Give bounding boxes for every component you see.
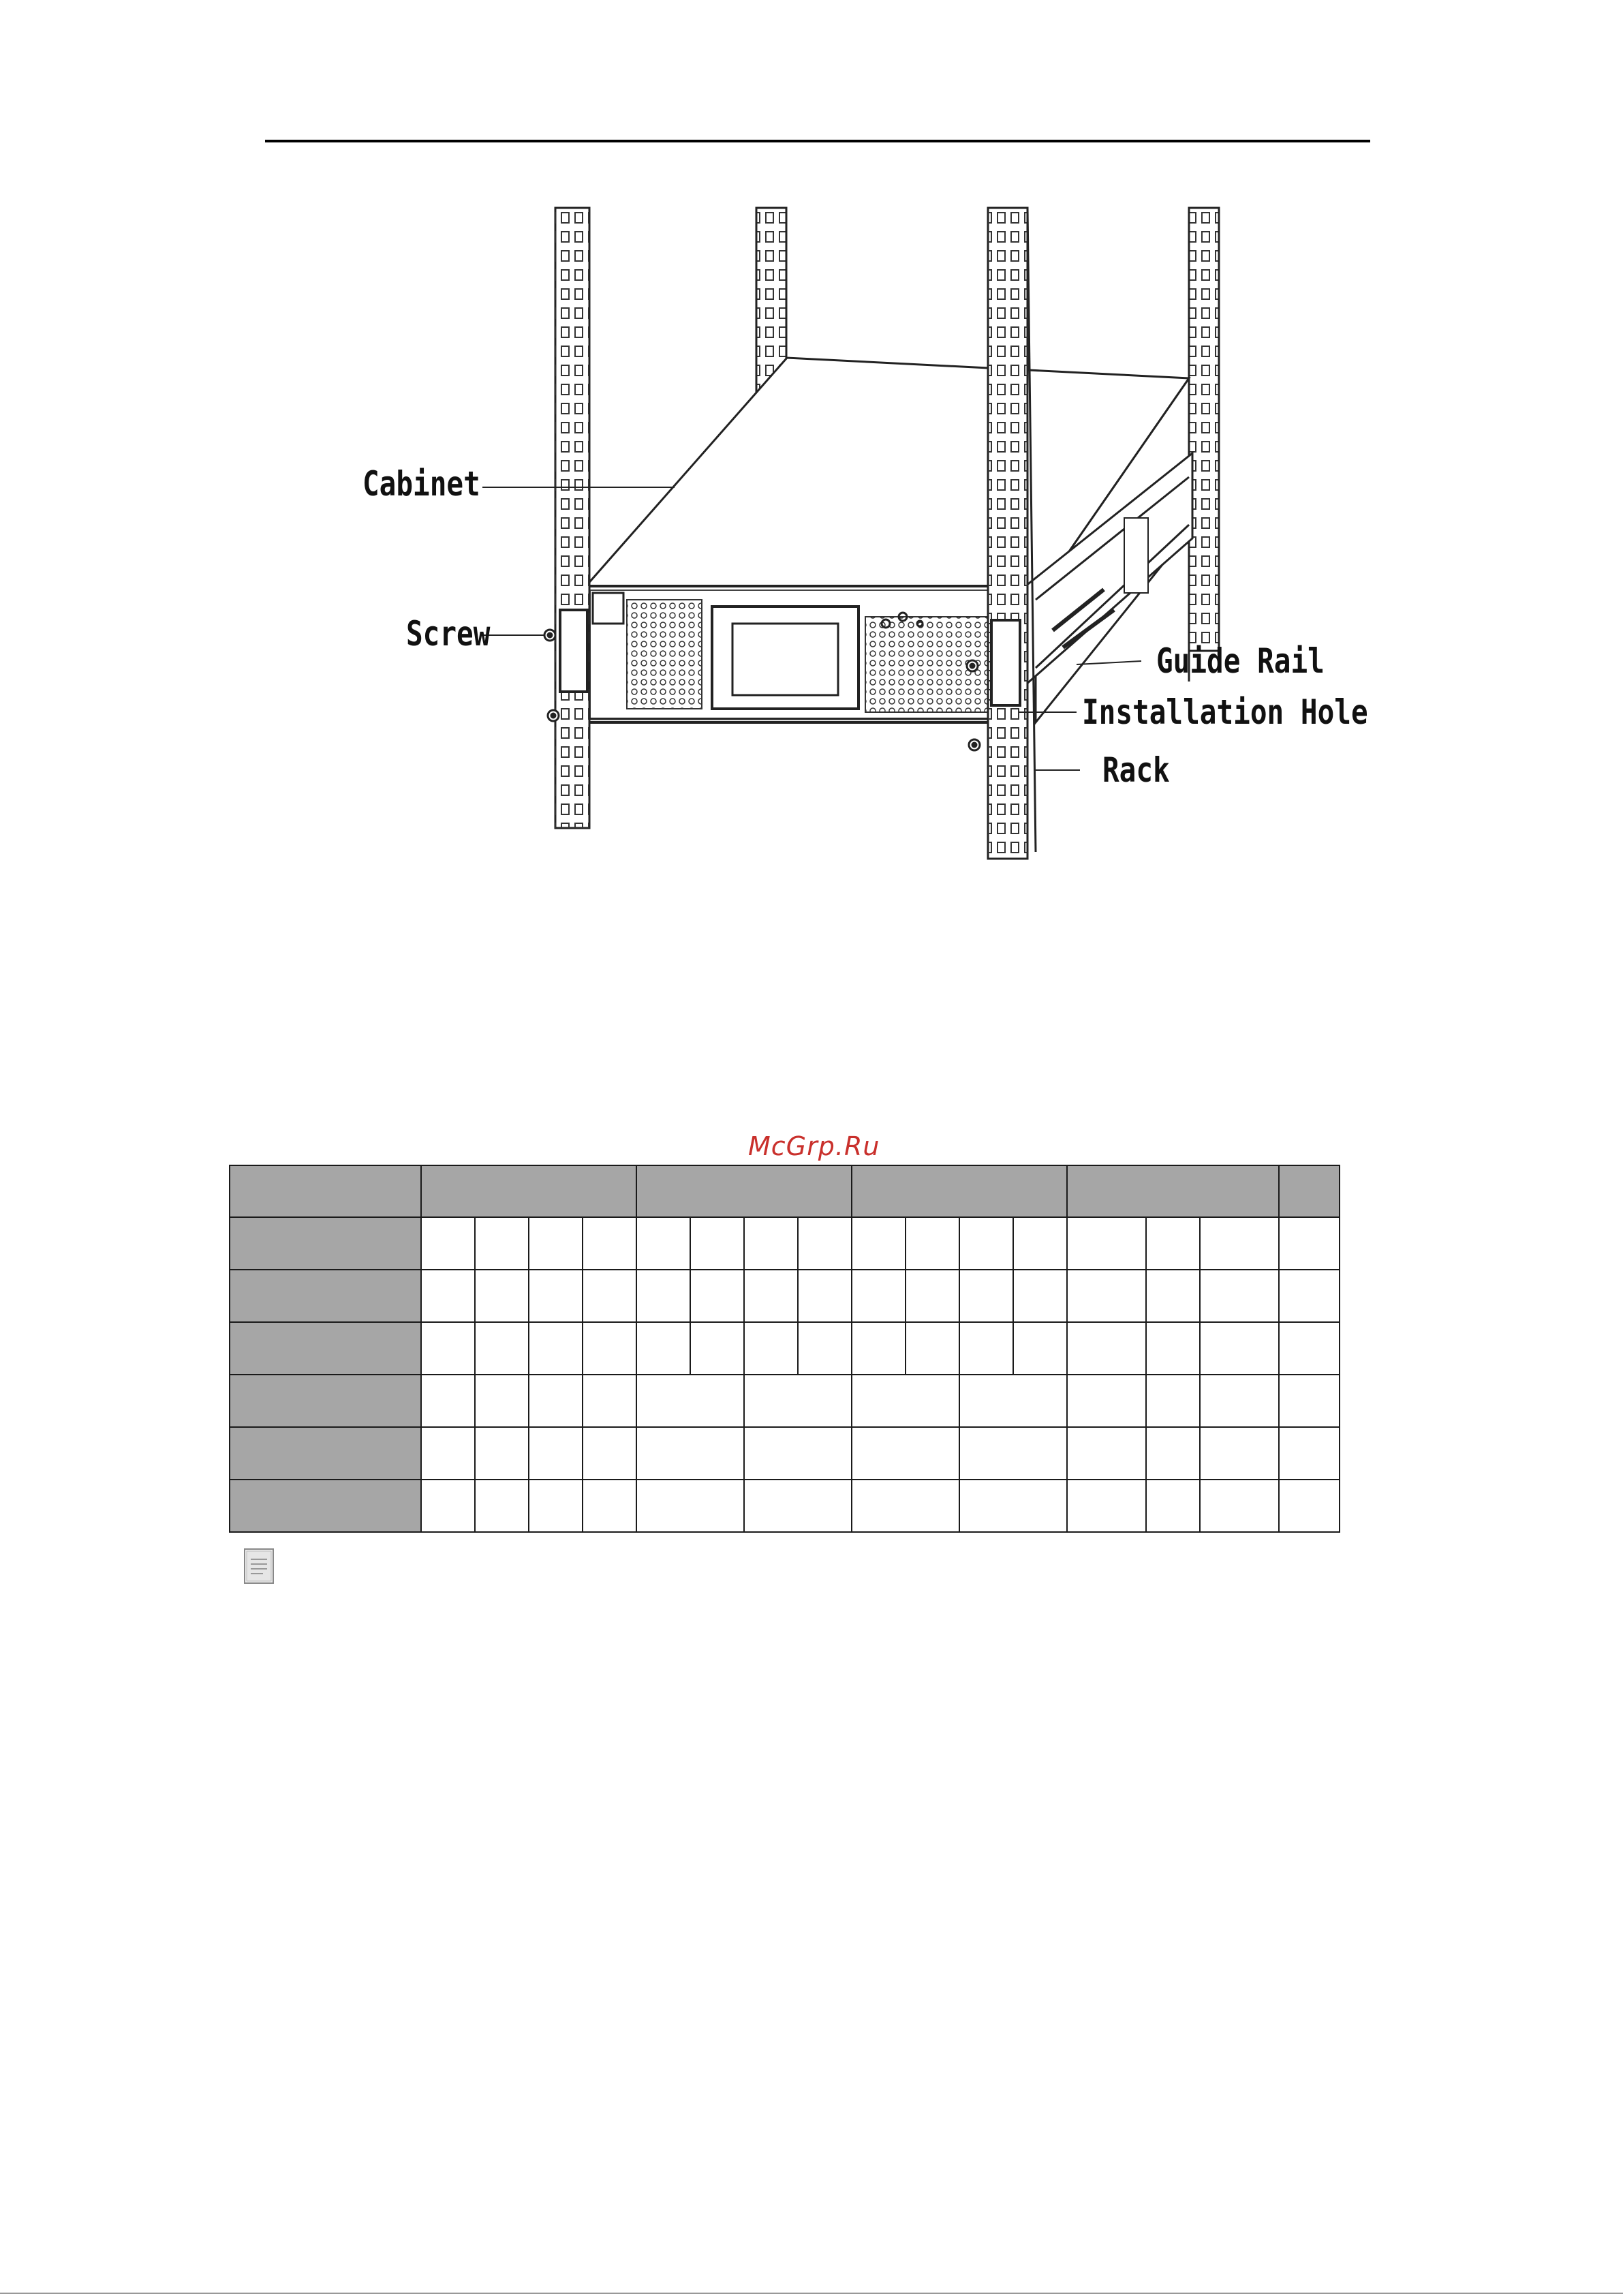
table-cell <box>636 1322 690 1375</box>
screw-label: Screw <box>406 614 491 654</box>
installation-hole-label: Installation Hole <box>1082 692 1368 732</box>
table-cell <box>1067 1322 1146 1375</box>
table-cell <box>1279 1217 1340 1270</box>
table-cell <box>583 1270 636 1322</box>
table-cell <box>1067 1270 1146 1322</box>
table-cell <box>744 1322 798 1375</box>
table-cell <box>636 1217 690 1270</box>
table-cell <box>690 1322 744 1375</box>
table-cell <box>852 1217 906 1270</box>
table-cell <box>690 1217 744 1270</box>
table-header-cell <box>1067 1165 1279 1217</box>
table-cell <box>744 1217 798 1270</box>
table-cell <box>906 1270 959 1322</box>
table-cell <box>583 1217 636 1270</box>
table-cell <box>906 1217 959 1270</box>
table-row-label <box>230 1217 421 1270</box>
table-header-cell <box>1279 1165 1340 1217</box>
cabinet-label: Cabinet <box>362 464 480 504</box>
table-cell <box>1279 1270 1340 1322</box>
table-cell <box>583 1427 636 1480</box>
table-cell <box>1146 1322 1200 1375</box>
table-cell <box>529 1322 583 1375</box>
table-cell <box>475 1270 529 1322</box>
table-cell <box>959 1322 1013 1375</box>
table-row-label <box>230 1270 421 1322</box>
table-cell <box>583 1375 636 1427</box>
table-cell <box>529 1217 583 1270</box>
table-cell <box>798 1322 852 1375</box>
table-cell <box>744 1375 852 1427</box>
table-cell <box>1200 1322 1279 1375</box>
table-cell <box>421 1427 475 1480</box>
table-cell <box>421 1322 475 1375</box>
table-cell <box>475 1480 529 1532</box>
table-header-cell <box>421 1165 636 1217</box>
table-cell <box>475 1375 529 1427</box>
table-cell <box>959 1375 1067 1427</box>
table-row-label <box>230 1427 421 1480</box>
table-row <box>230 1217 1340 1270</box>
table-row-label <box>230 1480 421 1532</box>
footer-rule <box>0 2293 1623 2294</box>
table-cell <box>1279 1480 1340 1532</box>
table-cell <box>798 1270 852 1322</box>
table-cell <box>1013 1217 1067 1270</box>
table-cell <box>1146 1375 1200 1427</box>
table-cell <box>959 1427 1067 1480</box>
table-cell <box>1200 1480 1279 1532</box>
table-cell <box>1013 1322 1067 1375</box>
table-cell <box>1146 1480 1200 1532</box>
table-row <box>230 1375 1340 1427</box>
table-cell <box>852 1270 906 1322</box>
table-cell <box>1146 1270 1200 1322</box>
table-cell <box>1067 1427 1146 1480</box>
table-cell <box>852 1480 959 1532</box>
table-cell <box>959 1480 1067 1532</box>
table-cell <box>636 1480 744 1532</box>
table-cell <box>636 1270 690 1322</box>
table-cell <box>1067 1217 1146 1270</box>
table-cell <box>1013 1270 1067 1322</box>
lcd-screen-icon <box>712 607 859 709</box>
table-cell <box>1200 1427 1279 1480</box>
table-cell <box>1279 1427 1340 1480</box>
table-cell <box>906 1322 959 1375</box>
table-cell <box>852 1375 959 1427</box>
rack-installation-figure <box>0 0 1623 886</box>
table-cell <box>744 1480 852 1532</box>
rack-label: Rack <box>1102 750 1170 790</box>
table-header-cell <box>636 1165 852 1217</box>
table-cell <box>583 1480 636 1532</box>
table-cell <box>636 1375 744 1427</box>
table-cell <box>421 1217 475 1270</box>
table-cell <box>744 1270 798 1322</box>
table-row <box>230 1480 1340 1532</box>
spec-table <box>229 1165 1340 1533</box>
table-cell <box>421 1480 475 1532</box>
table-cell <box>636 1427 744 1480</box>
table-cell <box>529 1375 583 1427</box>
table-cell <box>1279 1322 1340 1375</box>
guide-rail-label: Guide Rail <box>1156 641 1325 681</box>
table-cell <box>1067 1375 1146 1427</box>
table-cell <box>475 1322 529 1375</box>
table-cell <box>1146 1427 1200 1480</box>
table-cell <box>475 1217 529 1270</box>
table-cell <box>1200 1375 1279 1427</box>
table-cell <box>475 1427 529 1480</box>
table-row-label <box>230 1322 421 1375</box>
table-row <box>230 1270 1340 1322</box>
table-cell <box>959 1217 1013 1270</box>
table-header-cell <box>852 1165 1067 1217</box>
table-cell <box>1200 1270 1279 1322</box>
table-cell <box>529 1427 583 1480</box>
table-cell <box>529 1480 583 1532</box>
table-row-label <box>230 1375 421 1427</box>
table-row <box>230 1427 1340 1480</box>
table-cell <box>798 1217 852 1270</box>
table-cell <box>744 1427 852 1480</box>
table-cell <box>690 1270 744 1322</box>
table-cell <box>1200 1217 1279 1270</box>
table-cell <box>583 1322 636 1375</box>
table-row <box>230 1322 1340 1375</box>
table-cell <box>852 1322 906 1375</box>
table-cell <box>959 1270 1013 1322</box>
watermark: McGrp.Ru <box>748 1131 880 1161</box>
table-cell <box>1067 1480 1146 1532</box>
note-icon <box>243 1547 277 1585</box>
table-cell <box>529 1270 583 1322</box>
table-cell <box>1279 1375 1340 1427</box>
table-cell <box>852 1427 959 1480</box>
table-cell <box>421 1375 475 1427</box>
table-header-cell <box>230 1165 421 1217</box>
table-cell <box>1146 1217 1200 1270</box>
table-cell <box>421 1270 475 1322</box>
table-row <box>230 1165 1340 1217</box>
